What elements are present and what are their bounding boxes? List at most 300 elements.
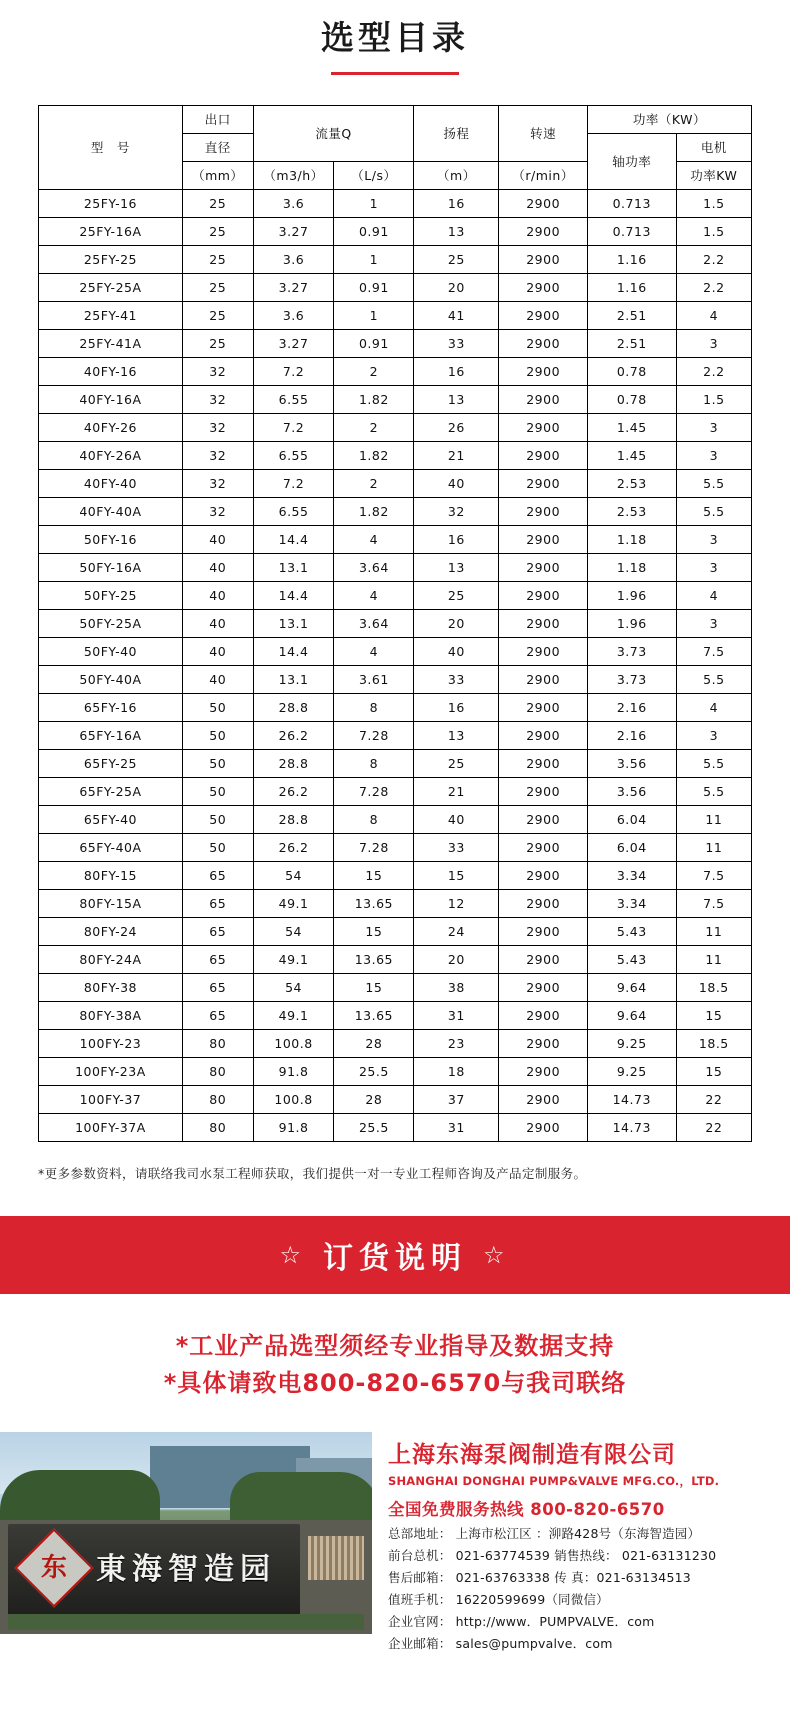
cell-speed: 2900 [499, 301, 587, 329]
cell-speed: 2900 [499, 189, 587, 217]
cell-speed: 2900 [499, 917, 587, 945]
cell-shaft-power: 1.96 [587, 581, 676, 609]
cell-motor-power: 18.5 [676, 973, 751, 1001]
cell-flow-m3h: 54 [253, 917, 334, 945]
order-note-2: *具体请致电800-820-6570与我司联络 [163, 1368, 627, 1397]
table-row [39, 525, 752, 553]
cell-motor-power: 15 [676, 1001, 751, 1029]
cell-shaft-power: 1.96 [587, 609, 676, 637]
cell-speed: 2900 [499, 693, 587, 721]
cell-motor-power: 4 [676, 693, 751, 721]
cell-flow-ls: 0.91 [334, 273, 414, 301]
cell-flow-ls: 15 [334, 973, 414, 1001]
table-row [39, 777, 752, 805]
cell-speed: 2900 [499, 1001, 587, 1029]
company-logo-text: 东 [40, 1552, 67, 1583]
cell-flow-ls: 7.28 [334, 777, 414, 805]
cell-motor-power: 3 [676, 553, 751, 581]
cell-shaft-power: 2.51 [587, 329, 676, 357]
cell-motor-power: 3 [676, 329, 751, 357]
header-speed-unit: （r/min） [499, 161, 587, 189]
cell-flow-m3h: 49.1 [253, 945, 334, 973]
cell-motor-power: 4 [676, 301, 751, 329]
cell-flow-m3h: 100.8 [253, 1085, 334, 1113]
cell-head: 38 [414, 973, 499, 1001]
cell-model: 40FY-40A [39, 497, 183, 525]
cell-shaft-power: 9.64 [587, 1001, 676, 1029]
cell-head: 16 [414, 189, 499, 217]
cell-flow-ls: 1 [334, 245, 414, 273]
cell-model: 65FY-16A [39, 721, 183, 749]
cell-motor-power: 15 [676, 1057, 751, 1085]
cell-shaft-power: 5.43 [587, 917, 676, 945]
cell-head: 33 [414, 665, 499, 693]
cell-shaft-power: 2.51 [587, 301, 676, 329]
company-aftersales: 售后邮箱： 021-63763338 传 真：021-63134513 [388, 1569, 691, 1585]
cell-outlet-diameter: 50 [182, 693, 253, 721]
table-row [39, 553, 752, 581]
cell-speed: 2900 [499, 609, 587, 637]
table-row [39, 693, 752, 721]
cell-shaft-power: 3.34 [587, 861, 676, 889]
cell-flow-m3h: 3.27 [253, 329, 334, 357]
cell-head: 40 [414, 637, 499, 665]
cell-flow-m3h: 26.2 [253, 721, 334, 749]
cell-flow-m3h: 49.1 [253, 889, 334, 917]
cell-flow-m3h: 13.1 [253, 553, 334, 581]
cell-motor-power: 1.5 [676, 189, 751, 217]
table-row [39, 273, 752, 301]
order-note-1: *工业产品选型须经专业指导及数据支持 [175, 1331, 615, 1360]
cell-model: 25FY-16A [39, 217, 183, 245]
table-row [39, 1057, 752, 1085]
cell-outlet-diameter: 40 [182, 525, 253, 553]
header-model: 型 号 [39, 105, 183, 189]
cell-head: 40 [414, 469, 499, 497]
cell-motor-power: 3 [676, 609, 751, 637]
cell-speed: 2900 [499, 217, 587, 245]
cell-speed: 2900 [499, 721, 587, 749]
cell-flow-ls: 28 [334, 1029, 414, 1057]
table-row [39, 581, 752, 609]
company-address: 总部地址： 上海市松江区 ：泖路428号（东海智造园） [388, 1525, 701, 1541]
cell-flow-m3h: 7.2 [253, 413, 334, 441]
cell-head: 32 [414, 497, 499, 525]
cell-flow-ls: 0.91 [334, 217, 414, 245]
cell-outlet-diameter: 80 [182, 1085, 253, 1113]
cell-model: 80FY-15A [39, 889, 183, 917]
cell-outlet-diameter: 65 [182, 973, 253, 1001]
cell-motor-power: 1.5 [676, 385, 751, 413]
cell-motor-power: 7.5 [676, 889, 751, 917]
cell-model: 100FY-23A [39, 1057, 183, 1085]
cell-model: 65FY-25A [39, 777, 183, 805]
table-row [39, 721, 752, 749]
cell-flow-ls: 13.65 [334, 945, 414, 973]
cell-model: 80FY-24 [39, 917, 183, 945]
cell-flow-m3h: 6.55 [253, 385, 334, 413]
cell-flow-ls: 4 [334, 525, 414, 553]
table-row [39, 189, 752, 217]
cell-speed: 2900 [499, 1113, 587, 1141]
cell-shaft-power: 1.16 [587, 245, 676, 273]
cell-shaft-power: 1.18 [587, 525, 676, 553]
spec-table [38, 105, 752, 1142]
cell-model: 40FY-26A [39, 441, 183, 469]
cell-flow-m3h: 7.2 [253, 469, 334, 497]
cell-speed: 2900 [499, 581, 587, 609]
cell-flow-ls: 3.64 [334, 553, 414, 581]
cell-flow-m3h: 49.1 [253, 1001, 334, 1029]
company-name-cn: 上海东海泵阀制造有限公司 [388, 1441, 676, 1468]
cell-flow-ls: 2 [334, 469, 414, 497]
cell-speed: 2900 [499, 1085, 587, 1113]
cell-shaft-power: 3.73 [587, 665, 676, 693]
header-row-1 [39, 105, 752, 133]
cell-speed: 2900 [499, 805, 587, 833]
cell-flow-m3h: 14.4 [253, 637, 334, 665]
table-row [39, 637, 752, 665]
cell-outlet-diameter: 32 [182, 469, 253, 497]
cell-shaft-power: 9.64 [587, 973, 676, 1001]
cell-outlet-diameter: 50 [182, 721, 253, 749]
cell-head: 41 [414, 301, 499, 329]
cell-model: 40FY-16 [39, 357, 183, 385]
cell-motor-power: 1.5 [676, 217, 751, 245]
table-row [39, 301, 752, 329]
cell-flow-ls: 13.65 [334, 889, 414, 917]
cell-motor-power: 5.5 [676, 497, 751, 525]
cell-speed: 2900 [499, 413, 587, 441]
cell-outlet-diameter: 25 [182, 329, 253, 357]
cell-flow-ls: 1 [334, 301, 414, 329]
company-info [388, 1432, 790, 1652]
cell-flow-m3h: 3.6 [253, 245, 334, 273]
cell-speed: 2900 [499, 357, 587, 385]
cell-outlet-diameter: 25 [182, 301, 253, 329]
cell-speed: 2900 [499, 889, 587, 917]
cell-outlet-diameter: 50 [182, 805, 253, 833]
cell-head: 20 [414, 273, 499, 301]
cell-shaft-power: 1.16 [587, 273, 676, 301]
cell-shaft-power: 3.73 [587, 637, 676, 665]
cell-head: 16 [414, 693, 499, 721]
cell-model: 65FY-40 [39, 805, 183, 833]
cell-head: 31 [414, 1001, 499, 1029]
cell-speed: 2900 [499, 441, 587, 469]
cell-motor-power: 18.5 [676, 1029, 751, 1057]
table-row [39, 217, 752, 245]
cell-shaft-power: 9.25 [587, 1057, 676, 1085]
cell-flow-m3h: 3.6 [253, 189, 334, 217]
cell-flow-ls: 7.28 [334, 721, 414, 749]
cell-speed: 2900 [499, 329, 587, 357]
cell-motor-power: 5.5 [676, 665, 751, 693]
cell-head: 25 [414, 245, 499, 273]
cell-model: 40FY-16A [39, 385, 183, 413]
cell-speed: 2900 [499, 1057, 587, 1085]
cell-outlet-diameter: 25 [182, 245, 253, 273]
spec-table-head [39, 105, 752, 189]
cell-flow-ls: 8 [334, 805, 414, 833]
table-row [39, 889, 752, 917]
cell-motor-power: 22 [676, 1113, 751, 1141]
cell-head: 20 [414, 945, 499, 973]
table-row [39, 945, 752, 973]
cell-shaft-power: 2.53 [587, 469, 676, 497]
cell-shaft-power: 9.25 [587, 1029, 676, 1057]
table-row [39, 1029, 752, 1057]
cell-motor-power: 5.5 [676, 469, 751, 497]
cell-speed: 2900 [499, 273, 587, 301]
cell-head: 13 [414, 721, 499, 749]
cell-flow-m3h: 14.4 [253, 525, 334, 553]
cell-outlet-diameter: 25 [182, 273, 253, 301]
cell-flow-ls: 4 [334, 637, 414, 665]
cell-flow-ls: 1 [334, 189, 414, 217]
cell-flow-m3h: 3.27 [253, 273, 334, 301]
company-email: 企业邮箱： sales@pumpvalve．com [388, 1635, 613, 1651]
header-outlet-unit: （mm） [182, 161, 253, 189]
header-flow-unit-ls: （L/s） [334, 161, 414, 189]
cell-flow-ls: 8 [334, 693, 414, 721]
cell-outlet-diameter: 40 [182, 665, 253, 693]
cell-flow-ls: 15 [334, 917, 414, 945]
table-row [39, 1085, 752, 1113]
cell-head: 33 [414, 329, 499, 357]
cell-flow-m3h: 6.55 [253, 497, 334, 525]
cell-model: 80FY-38 [39, 973, 183, 1001]
star-left-icon: ☆ [279, 1240, 307, 1269]
cell-model: 25FY-16 [39, 189, 183, 217]
header-outlet-diameter: 直径 [182, 133, 253, 161]
cell-shaft-power: 14.73 [587, 1085, 676, 1113]
cell-model: 100FY-37A [39, 1113, 183, 1141]
cell-flow-ls: 4 [334, 581, 414, 609]
cell-head: 40 [414, 805, 499, 833]
cell-shaft-power: 3.56 [587, 777, 676, 805]
cell-shaft-power: 14.73 [587, 1113, 676, 1141]
cell-speed: 2900 [499, 665, 587, 693]
order-instructions-banner [0, 1216, 790, 1294]
cell-motor-power: 7.5 [676, 637, 751, 665]
cell-motor-power: 11 [676, 805, 751, 833]
cell-flow-m3h: 6.55 [253, 441, 334, 469]
company-duty-mobile: 值班手机： 16220599699（同微信） [388, 1591, 609, 1607]
cell-model: 100FY-37 [39, 1085, 183, 1113]
photo-gate [308, 1536, 364, 1580]
cell-shaft-power: 0.713 [587, 189, 676, 217]
cell-speed: 2900 [499, 497, 587, 525]
cell-motor-power: 7.5 [676, 861, 751, 889]
cell-flow-m3h: 91.8 [253, 1057, 334, 1085]
cell-outlet-diameter: 65 [182, 1001, 253, 1029]
table-row [39, 1113, 752, 1141]
cell-flow-m3h: 54 [253, 973, 334, 1001]
cell-shaft-power: 0.78 [587, 385, 676, 413]
cell-flow-ls: 13.65 [334, 1001, 414, 1029]
table-row [39, 609, 752, 637]
cell-flow-m3h: 54 [253, 861, 334, 889]
header-head: 扬程 [414, 105, 499, 161]
table-row [39, 749, 752, 777]
cell-shaft-power: 2.16 [587, 721, 676, 749]
cell-flow-ls: 15 [334, 861, 414, 889]
cell-flow-ls: 28 [334, 1085, 414, 1113]
cell-speed: 2900 [499, 553, 587, 581]
cell-motor-power: 3 [676, 525, 751, 553]
cell-model: 80FY-24A [39, 945, 183, 973]
cell-head: 26 [414, 413, 499, 441]
cell-head: 21 [414, 777, 499, 805]
cell-head: 31 [414, 1113, 499, 1141]
cell-motor-power: 3 [676, 721, 751, 749]
cell-outlet-diameter: 80 [182, 1029, 253, 1057]
table-footnote: *更多参数资料，请联络我司水泵工程师获取，我们提供一对一专业工程师咨询及产品定制服务。 [38, 1165, 587, 1181]
cell-flow-ls: 0.91 [334, 329, 414, 357]
cell-flow-m3h: 26.2 [253, 833, 334, 861]
cell-speed: 2900 [499, 749, 587, 777]
cell-flow-m3h: 28.8 [253, 805, 334, 833]
header-outlet: 出口 [182, 105, 253, 133]
cell-head: 13 [414, 385, 499, 413]
cell-model: 50FY-40A [39, 665, 183, 693]
cell-flow-ls: 3.64 [334, 609, 414, 637]
cell-shaft-power: 6.04 [587, 805, 676, 833]
cell-outlet-diameter: 40 [182, 581, 253, 609]
cell-model: 50FY-25A [39, 609, 183, 637]
photo-trees-right [230, 1472, 372, 1522]
table-row [39, 665, 752, 693]
cell-model: 80FY-38A [39, 1001, 183, 1029]
cell-motor-power: 4 [676, 581, 751, 609]
cell-shaft-power: 5.43 [587, 945, 676, 973]
cell-shaft-power: 1.45 [587, 441, 676, 469]
cell-model: 50FY-40 [39, 637, 183, 665]
company-phone: 前台总机： 021-63774539 销售热线： 021-63131230 [388, 1547, 717, 1563]
cell-speed: 2900 [499, 245, 587, 273]
cell-flow-m3h: 100.8 [253, 1029, 334, 1057]
cell-model: 65FY-16 [39, 693, 183, 721]
cell-head: 23 [414, 1029, 499, 1057]
cell-head: 20 [414, 609, 499, 637]
cell-shaft-power: 3.34 [587, 889, 676, 917]
cell-model: 65FY-40A [39, 833, 183, 861]
cell-outlet-diameter: 32 [182, 497, 253, 525]
cell-head: 21 [414, 441, 499, 469]
cell-head: 25 [414, 581, 499, 609]
order-instructions-label: 订货说明 [323, 1240, 467, 1276]
cell-shaft-power: 0.78 [587, 357, 676, 385]
cell-shaft-power: 1.18 [587, 553, 676, 581]
header-power: 功率（KW） [587, 105, 751, 133]
cell-speed: 2900 [499, 637, 587, 665]
cell-flow-m3h: 28.8 [253, 693, 334, 721]
cell-model: 25FY-25 [39, 245, 183, 273]
cell-speed: 2900 [499, 525, 587, 553]
cell-model: 100FY-23 [39, 1029, 183, 1057]
header-flow-unit-m3h: （m3/h） [253, 161, 334, 189]
table-row [39, 973, 752, 1001]
cell-outlet-diameter: 32 [182, 441, 253, 469]
cell-head: 13 [414, 217, 499, 245]
cell-flow-ls: 8 [334, 749, 414, 777]
table-row [39, 861, 752, 889]
cell-outlet-diameter: 65 [182, 889, 253, 917]
cell-head: 24 [414, 917, 499, 945]
cell-flow-ls: 2 [334, 357, 414, 385]
cell-outlet-diameter: 50 [182, 833, 253, 861]
company-website: 企业官网： http://www．PUMPVALVE．com [388, 1613, 655, 1629]
table-row [39, 329, 752, 357]
cell-model: 80FY-15 [39, 861, 183, 889]
cell-head: 37 [414, 1085, 499, 1113]
cell-flow-ls: 2 [334, 413, 414, 441]
cell-head: 16 [414, 525, 499, 553]
table-row [39, 385, 752, 413]
cell-motor-power: 5.5 [676, 777, 751, 805]
photo-wall-text: 東海智造园 [96, 1551, 276, 1587]
cell-model: 50FY-16 [39, 525, 183, 553]
cell-shaft-power: 3.56 [587, 749, 676, 777]
cell-model: 40FY-40 [39, 469, 183, 497]
cell-motor-power: 2.2 [676, 357, 751, 385]
cell-head: 16 [414, 357, 499, 385]
cell-flow-m3h: 26.2 [253, 777, 334, 805]
cell-flow-m3h: 7.2 [253, 357, 334, 385]
cell-flow-ls: 3.61 [334, 665, 414, 693]
table-row [39, 805, 752, 833]
table-row [39, 1001, 752, 1029]
cell-flow-ls: 7.28 [334, 833, 414, 861]
cell-flow-ls: 25.5 [334, 1113, 414, 1141]
spec-table-body [39, 189, 752, 1141]
page-title: 选型目录 [321, 18, 469, 57]
cell-flow-m3h: 13.1 [253, 609, 334, 637]
cell-outlet-diameter: 65 [182, 945, 253, 973]
header-head-unit: （m） [414, 161, 499, 189]
cell-flow-m3h: 3.27 [253, 217, 334, 245]
cell-motor-power: 3 [676, 413, 751, 441]
cell-outlet-diameter: 32 [182, 357, 253, 385]
cell-shaft-power: 2.16 [587, 693, 676, 721]
cell-speed: 2900 [499, 945, 587, 973]
cell-flow-m3h: 91.8 [253, 1113, 334, 1141]
cell-head: 12 [414, 889, 499, 917]
cell-shaft-power: 0.713 [587, 217, 676, 245]
cell-flow-ls: 1.82 [334, 497, 414, 525]
cell-model: 25FY-41 [39, 301, 183, 329]
cell-speed: 2900 [499, 973, 587, 1001]
cell-outlet-diameter: 25 [182, 217, 253, 245]
table-row [39, 245, 752, 273]
table-row [39, 441, 752, 469]
page-title-block [0, 0, 790, 75]
cell-motor-power: 22 [676, 1085, 751, 1113]
cell-shaft-power: 1.45 [587, 413, 676, 441]
cell-motor-power: 2.2 [676, 245, 751, 273]
cell-motor-power: 3 [676, 441, 751, 469]
cell-head: 33 [414, 833, 499, 861]
cell-speed: 2900 [499, 833, 587, 861]
cell-outlet-diameter: 40 [182, 553, 253, 581]
cell-motor-power: 11 [676, 945, 751, 973]
table-row [39, 469, 752, 497]
cell-speed: 2900 [499, 469, 587, 497]
star-right-icon: ☆ [483, 1240, 511, 1269]
order-instructions-text-group [279, 1233, 510, 1277]
company-hotline: 全国免费服务热线 800-820-6570 [388, 1499, 665, 1519]
